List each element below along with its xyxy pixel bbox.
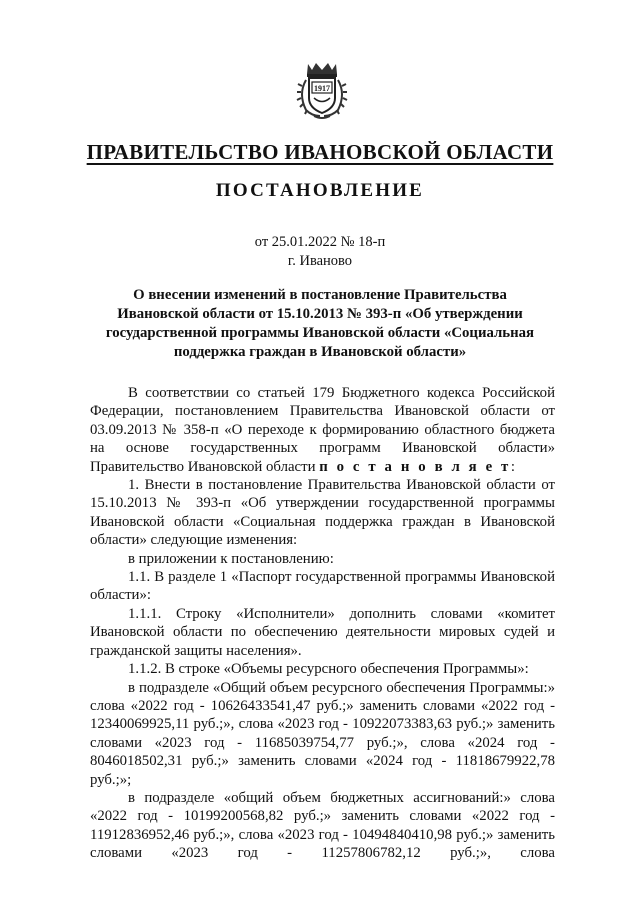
document-type: ПОСТАНОВЛЕНИЕ — [215, 180, 425, 201]
decree-date-number: от 25.01.2022 № 18-п — [254, 234, 386, 250]
svg-text:1917: 1917 — [314, 84, 330, 93]
resolves-word: п о с т а н о в л я е т — [319, 458, 511, 475]
item-1-1-paragraph: 1.1. В разделе 1 «Паспорт государственной программы Ивановской области»: — [90, 569, 555, 604]
item-1-1-2-paragraph: 1.1.2. В строке «Объемы ресурсного обеспечения Программы»: — [128, 661, 529, 678]
preamble-paragraph: В соответствии со статьей 179 Бюджетного кодекса Российской Федерации, постановлением Правительства Ивановской области от 03.09.2013 № 358-п «О переходе к формированию областного бюджета на основе государственных программ Ивановской области» Правительство Ивановской области п о с т а н о в л я е т: — [90, 385, 555, 475]
coat-of-arms-icon — [296, 60, 348, 120]
item-1-1-1-paragraph: 1.1.1. Строку «Исполнители» дополнить словами «комитет Ивановской области по обеспечению деятельности мировых судей и гражданской защиты населения». — [90, 605, 555, 659]
government-title: ПРАВИТЕЛЬСТВО ИВАНОВСКОЙ ОБЛАСТИ — [86, 140, 554, 164]
decree-body — [90, 384, 555, 863]
total-resources-paragraph: в подразделе «Общий объем ресурсного обеспечения Программы:» слова «2022 год - 10626433541,47 руб.;» заменить словами «2022 год - 12340069925,11 руб.;», слова «2023 год - 10922073383,63 руб.;» заменить словами «2023 год - 11685039754,77 руб.;», слова «2024 год - 8046018502,31 руб.;» заменить словами «2024 год - 11818679922,78 руб.;»; — [90, 679, 555, 788]
item-1-paragraph: 1. Внести в постановление Правительства Ивановской области от 15.10.2013 № 393-п «Об утверждении государственной программы Ивановской области «Социальная поддержка граждан в Ивановской области» следующие изменения: — [90, 477, 555, 549]
decree-subject: О внесении изменений в постановление Правительства Ивановской области от 15.10.2013 № 393-п «Об утверждении государственной программы Ивановской области «Социальная поддержка граждан в Ивановской области» — [105, 287, 535, 360]
in-annex-paragraph: в приложении к постановлению: — [128, 550, 334, 567]
budget-allocations-paragraph: в подразделе «общий объем бюджетных ассигнований:» слова «2022 год - 10199200568,82 руб.;» заменить словами «2022 год - 11912836952,46 руб.;», слова «2023 год - 10494840410,98 руб.;» заменить словами «2023 год - 11257806782,12 руб.;», слова — [90, 789, 555, 862]
decree-city: г. Иваново — [287, 253, 353, 269]
